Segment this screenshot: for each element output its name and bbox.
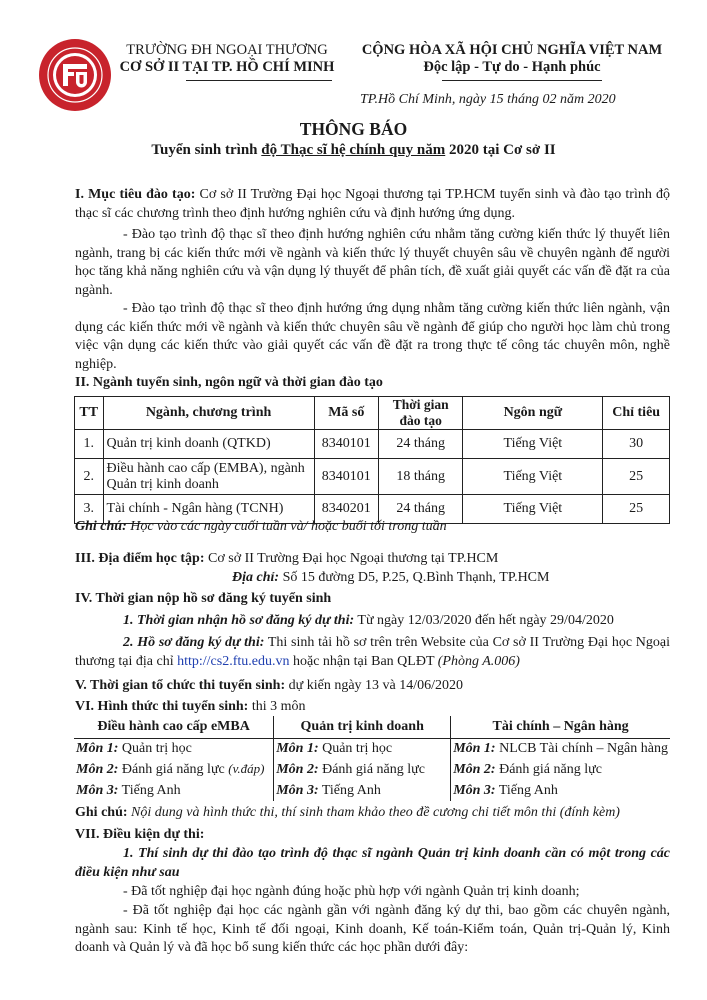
subject-text: Đánh giá năng lực <box>495 761 602 777</box>
exam-cell <box>274 759 451 780</box>
exam-cell <box>274 780 451 801</box>
item-2-label: 2. Hồ sơ đăng ký dự thi: <box>123 635 265 650</box>
item-1-label: 1. Thời gian nhận hồ sơ đăng ký dự thi: <box>123 613 355 628</box>
cell-duration: 24 tháng <box>378 430 462 459</box>
subject-text: Tiếng Anh <box>495 782 558 798</box>
cell-quota: 30 <box>603 430 670 459</box>
exam-cell <box>74 738 274 759</box>
document-date: TP.Hồ Chí Minh, ngày 15 tháng 02 năm 2020 <box>360 92 616 107</box>
national-header <box>342 42 682 76</box>
subject-label: Môn 2: <box>276 761 319 777</box>
subject-label: Môn 1: <box>76 740 119 756</box>
exam-cell <box>274 738 451 759</box>
cell-language: Tiếng Việt <box>463 495 603 524</box>
programs-table-header <box>75 397 670 430</box>
subtitle-underlined: độ Thạc sĩ hệ chính quy năm <box>261 142 446 158</box>
table-row <box>74 759 670 780</box>
address-label: Địa chỉ: <box>232 570 280 585</box>
exam-cell <box>74 780 274 801</box>
subject-text: Đánh giá năng lực <box>318 761 425 777</box>
cell-quota: 25 <box>603 495 670 524</box>
cell-code: 8340101 <box>314 459 378 495</box>
cell-tt: 1. <box>75 430 104 459</box>
section-2-heading: II. Ngành tuyển sinh, ngôn ngữ và thời gian đào tạo <box>75 375 383 390</box>
section-3-text: Cơ sở II Trường Đại học Ngoại thương tại TP.HCM <box>204 551 499 566</box>
col-quota: Chỉ tiêu <box>603 397 670 430</box>
cell-duration: 24 tháng <box>378 495 462 524</box>
subject-label: Môn 2: <box>76 762 119 777</box>
section-1-intro <box>75 186 670 223</box>
exam-cell <box>451 759 670 780</box>
subject-text: Quản trị học <box>318 740 393 756</box>
col-code: Mã số <box>314 397 378 430</box>
subject-label: Môn 1: <box>276 740 319 756</box>
table-row <box>74 738 670 759</box>
cell-program: Điều hành cao cấp (EMBA), ngành Quản trị kinh doanh <box>103 459 314 495</box>
cell-duration: 18 tháng <box>378 459 462 495</box>
col-duration: Thời gian đào tạo <box>378 397 462 430</box>
table-row <box>74 780 670 801</box>
item-1-text: Từ ngày 12/03/2020 đến hết ngày 29/04/2020 <box>354 613 614 628</box>
subject-extra: (v.đáp) <box>228 761 265 776</box>
exam-cell <box>451 738 670 759</box>
section-7-item-1: 1. Thí sinh dự thi đào tạo trình độ thạc sĩ ngành Quản trị kinh doanh cần có một trong các điều kiện như sau <box>75 846 670 880</box>
section-3 <box>75 550 670 569</box>
school-name: TRƯỜNG ĐH NGOẠI THƯƠNG <box>126 42 328 58</box>
address-text: Số 15 đường D5, P.25, Q.Bình Thạnh, TP.HCM <box>279 570 550 585</box>
cell-tt: 3. <box>75 495 104 524</box>
section-1-heading: I. Mục tiêu đào tạo: <box>75 187 196 202</box>
section-5-heading: V. Thời gian tổ chức thi tuyển sinh: <box>75 678 286 693</box>
programs-table <box>74 396 670 524</box>
section-4-heading: IV. Thời gian nộp hồ sơ đăng ký tuyển sinh <box>75 591 332 606</box>
col-tt: TT <box>75 397 104 430</box>
cell-quota: 25 <box>603 459 670 495</box>
section-5-text: dự kiến ngày 13 và 14/06/2020 <box>285 678 464 693</box>
campus-name: CƠ SỞ II TẠI TP. HỒ CHÍ MINH <box>119 59 335 75</box>
col-language: Ngôn ngữ <box>463 397 603 430</box>
exam-cell <box>451 780 670 801</box>
subject-label: Môn 3: <box>76 782 119 798</box>
exam-cell <box>74 759 274 780</box>
note-label: Ghi chú: <box>75 519 127 534</box>
cell-code: 8340101 <box>314 430 378 459</box>
exam-table-header <box>74 716 670 738</box>
header-underline <box>186 80 332 81</box>
section-1-para-1: - Đào tạo trình độ thạc sĩ theo định hướng nghiên cứu nhằm tăng cường kiến thức lý thuyết liên ngành, trang bị các kiến thức mới về ngành và kiến thức lý thuyết chuyên sâu về chuyên ngành để người học tăng khả năng nghiên cứu và vận dụng lý thuyết để phân tích, đề xuất giải quyết các vấn đề đặt ra của ngành. <box>75 227 670 298</box>
cell-program: Quản trị kinh doanh (QTKD) <box>103 430 314 459</box>
cell-language: Tiếng Việt <box>463 459 603 495</box>
subject-text: Đánh giá năng lực <box>118 762 229 777</box>
section-1-para-2: - Đào tạo trình độ thạc sĩ theo định hướng ứng dụng nhằm tăng cường kiến thức liên ngành, vận dụng các kiến thức mới về ngành và kiến thức chuyên sâu về ngành để giúp cho người học làm chủ trong việc vận dụng các kiến thức vào giải quyết các vấn đề đặt ra trong thực tế công tác chuyên môn, nghề nghiệp. <box>75 301 670 372</box>
section-4-item-2 <box>75 634 670 671</box>
subject-label: Môn 3: <box>453 782 496 798</box>
document-title: THÔNG BÁO <box>299 119 408 139</box>
section-3-heading: III. Địa điểm học tập: <box>75 551 205 566</box>
table-row <box>75 430 670 459</box>
section-1-intro-text: Cơ sở II Trường Đại học Ngoại thương tại TP.HCM tuyển sinh và đào tạo trình độ thạc sĩ các chương trình theo định hướng nghiên cứu và định hướng ứng dụng. <box>75 187 670 221</box>
section-6-note <box>75 804 670 823</box>
subject-label: Môn 2: <box>453 761 496 777</box>
item-2-room: (Phòng A.006) <box>437 653 520 669</box>
university-logo-icon <box>38 38 112 112</box>
section-5 <box>75 677 670 696</box>
note-text: Nội dung và hình thức thi, thí sinh tham khảo theo đề cương chi tiết môn thi (đính kèm) <box>127 805 620 820</box>
note-text: Học vào các ngày cuối tuần và/ hoặc buổi tối trong tuần <box>126 519 447 534</box>
cell-tt: 2. <box>75 459 104 495</box>
table-row <box>75 459 670 495</box>
cell-code: 8340201 <box>314 495 378 524</box>
subject-label: Môn 3: <box>276 782 319 798</box>
motto: Độc lập - Tự do - Hạnh phúc <box>423 59 601 75</box>
item-2-after: hoặc nhận tại Ban QLĐT <box>289 653 438 669</box>
col-program: Ngành, chương trình <box>103 397 314 430</box>
school-header <box>112 42 342 76</box>
country-name: CỘNG HÒA XÃ HỘI CHỦ NGHĨA VIỆT NAM <box>361 42 663 58</box>
subject-text: Tiếng Anh <box>118 782 181 798</box>
section-6-text: thi 3 môn <box>248 699 306 714</box>
section-7-heading: VII. Điều kiện dự thi: <box>75 827 205 842</box>
motto-underline <box>442 80 602 81</box>
note-label: Ghi chú: <box>75 805 128 820</box>
subject-text: NLCB Tài chính – Ngân hàng <box>495 740 668 756</box>
col-emba: Điều hành cao cấp eMBA <box>74 716 274 738</box>
section-3-address <box>75 569 670 588</box>
section-2-note <box>75 518 670 537</box>
subject-text: Tiếng Anh <box>318 782 381 798</box>
section-6 <box>75 698 670 717</box>
website-link[interactable]: http://cs2.ftu.edu.vn <box>177 653 290 669</box>
subject-label: Môn 1: <box>453 740 496 756</box>
col-qtkd: Quản trị kinh doanh <box>274 716 451 738</box>
subtitle-pre: Tuyển sinh trình <box>151 142 262 158</box>
subtitle-post: 2020 tại Cơ sở II <box>445 142 556 158</box>
item-2-text: Thi sinh tải hồ sơ trên trên Website của Cơ sở II Trường Đại học Ngoại thương tại địa chỉ <box>75 635 671 669</box>
section-7-bullet-2: - Đã tốt nghiệp đại học các ngành gần với ngành đăng ký dự thi, bao gồm các chuyên ngành, ngành sau: Kinh tế học, Kinh tế đối ngoại, Kinh doanh, Kế toán-Kiểm toán, Quản trị-Quản lý, Kinh doanh và Quản lý và đã học bổ sung kiến thức các học phần dưới đây: <box>75 903 670 956</box>
exam-subjects-table <box>74 716 670 801</box>
col-tcnh: Tài chính – Ngân hàng <box>451 716 670 738</box>
subject-text: Quản trị học <box>118 740 192 756</box>
cell-program: Tài chính - Ngân hàng (TCNH) <box>103 495 314 524</box>
document-subtitle <box>0 142 707 159</box>
section-4-item-1 <box>75 612 670 631</box>
section-6-heading: VI. Hình thức thi tuyển sinh: <box>75 699 249 714</box>
cell-language: Tiếng Việt <box>463 430 603 459</box>
section-7-bullet-1: - Đã tốt nghiệp đại học ngành đúng hoặc phù hợp với ngành Quản trị kinh doanh; <box>123 884 580 899</box>
